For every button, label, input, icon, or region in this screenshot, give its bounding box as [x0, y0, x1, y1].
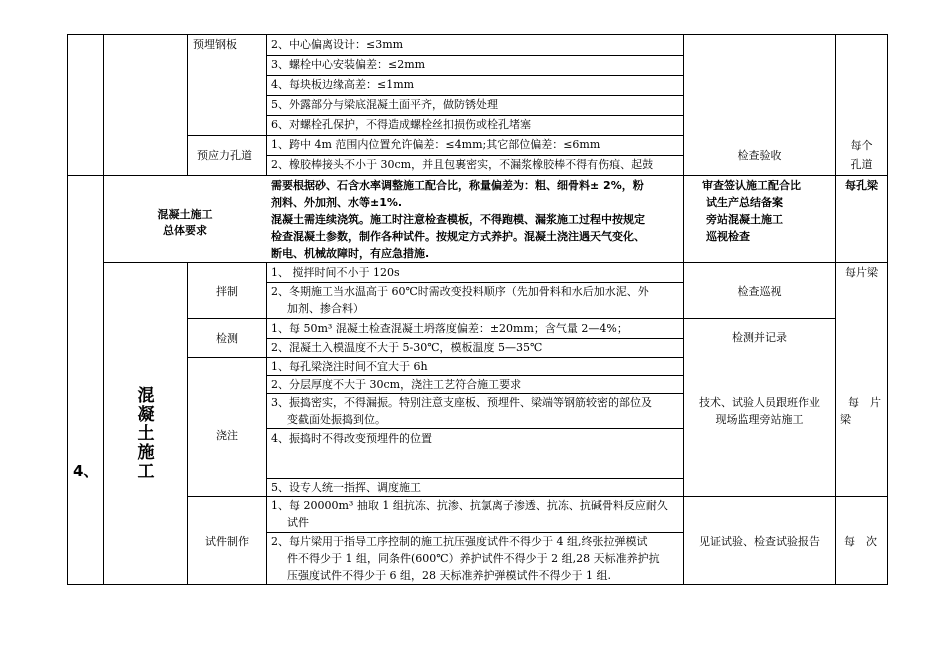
specimen-check: 见证试验、检查试验报告	[699, 535, 820, 548]
column-divider	[187, 34, 188, 176]
general-content-line: 断电、机械故障时，有应急措施.	[271, 247, 430, 260]
plate-row: 4、每块板边缘高差：≤1mm	[271, 78, 415, 91]
item-label-mixing: 拌制	[216, 285, 238, 298]
testing-row: 1、每 50m³ 混凝土检查混凝土坍落度偏差：±20mm；含气量 2—4%；	[271, 322, 628, 335]
general-check-line: 审查签认施工配合比	[702, 179, 801, 192]
general-content-line: 需要根据砂、石含水率调整施工配合比，称量偏差为：粗、细骨料± 2%，粉	[271, 179, 644, 192]
item-label-testing: 检测	[216, 332, 238, 345]
general-content-line: 检查混凝土参数，制作各种试件。按规定方式养护。混凝土浇注遇天气变化、	[271, 230, 645, 243]
mixing-row: 加剂、掺合料）	[287, 302, 364, 315]
frequency: 每个	[850, 139, 873, 152]
specimen-row: 2、每片梁用于指导工序控制的施工抗压强度试件不得少于 4 组,终张拉弹模试	[271, 535, 648, 548]
general-check-line: 巡视检查	[706, 230, 750, 243]
general-content-line: 剂料、外加剂、水等±1%.	[271, 196, 403, 209]
testing-check: 检测并记录	[732, 331, 787, 344]
plate-row: 5、外露部分与梁底混凝土面平齐，做防锈处理	[271, 98, 498, 111]
category-char: 土	[137, 424, 155, 444]
duct-row: 1、跨中 4m 范围内位置允许偏差：≤4mm;其它部位偏差：≤6mm	[271, 138, 601, 151]
pouring-row: 4、振捣时不得改变预埋件的位置	[271, 432, 432, 445]
row-divider	[187, 318, 836, 319]
row-divider	[266, 428, 684, 429]
item-label-pouring: 浇注	[216, 429, 238, 442]
plate-row: 6、对螺栓孔保护，不得造成螺栓丝扣损伤或栓孔堵塞	[271, 118, 531, 131]
column-divider	[835, 34, 836, 584]
item-label-embedded-plate: 预埋钢板	[193, 38, 237, 51]
category-char: 凝	[137, 405, 155, 425]
frequency: 孔道	[850, 158, 873, 171]
general-frequency: 每孔梁	[845, 179, 878, 192]
testing-row: 2、混凝土入模温度不大于 5-30℃，模板温度 5—35℃	[271, 341, 543, 354]
mixing-row: 2、冬期施工当水温高于 60℃时需改变投料顺序（先加骨料和水后加水泥、外	[271, 285, 649, 298]
table-border-right	[887, 34, 888, 584]
category-char: 混	[137, 386, 155, 406]
pouring-row: 2、分层厚度不大于 30cm，浇注工艺符合施工要求	[271, 378, 522, 391]
mixing-row: 1、 搅拌时间不小于 120s	[271, 266, 400, 279]
plate-row: 3、螺栓中心安装偏差：≤2mm	[271, 58, 426, 71]
pouring-check: 现场监理旁站施工	[715, 413, 804, 426]
category-char: 工	[137, 462, 155, 482]
general-title: 混凝土施工	[157, 208, 213, 221]
section-number: 4、	[73, 462, 99, 480]
pouring-row: 5、设专人统一指挥、调度施工	[271, 481, 421, 494]
category-char: 施	[137, 443, 155, 463]
specimen-frequency: 每 次	[844, 535, 877, 548]
table-border-bottom	[67, 584, 888, 585]
specimen-row: 压强度试件不得少于 6 组，28 天标准养护弹模试件不得少于 1 组.	[287, 569, 611, 582]
column-divider	[683, 34, 684, 584]
pouring-frequency: 梁	[840, 413, 851, 426]
general-content-line: 混凝土需连续浇筑。施工时注意检查模板，不得跑模、漏浆施工过程中按规定	[271, 213, 645, 226]
mixing-check: 检查巡视	[737, 285, 782, 298]
plate-row: 2、中心偏离设计：≤3mm	[271, 38, 404, 51]
specimen-row: 试件	[287, 516, 309, 529]
general-title: 总体要求	[163, 224, 207, 237]
column-divider	[103, 34, 104, 584]
general-check-line: 旁站混凝土施工	[706, 213, 783, 226]
duct-row: 2、橡胶棒接头不小于 30cm，并且包裹密实，不漏浆橡胶棒不得有伤痕、起鼓	[271, 158, 654, 171]
pouring-row: 变截面处振捣到位。	[287, 413, 386, 426]
row-divider	[187, 357, 684, 358]
pouring-check: 技术、试验人员跟班作业	[699, 396, 820, 409]
table-border-top	[67, 34, 888, 35]
table-border-left	[67, 34, 68, 584]
specimen-row: 件不得少于 1 组，同条件(600℃）养护试件不得少于 2 组,28 天标准养护抗	[287, 552, 660, 565]
pouring-row: 3、振捣密实，不得漏振。特别注意支座板、预埋件、梁端等钢筋较密的部位及	[271, 396, 652, 409]
item-label-duct: 预应力孔道	[197, 149, 252, 162]
specimen-row: 1、每 20000m³ 抽取 1 组抗冻、抗渗、抗氯离子渗透、抗冻、抗碱骨料反应耐久	[271, 499, 668, 512]
check-method: 检查验收	[737, 149, 782, 162]
frequency-per-beam: 每片梁	[845, 266, 878, 279]
general-check-line: 试生产总结备案	[706, 196, 783, 209]
column-divider	[266, 262, 267, 584]
section-divider	[67, 175, 888, 176]
pouring-frequency: 每 片	[848, 396, 881, 409]
row-divider	[103, 262, 888, 263]
item-label-specimen: 试件制作	[205, 535, 249, 548]
pouring-row: 1、每孔梁浇注时间不宜大于 6h	[271, 360, 428, 373]
